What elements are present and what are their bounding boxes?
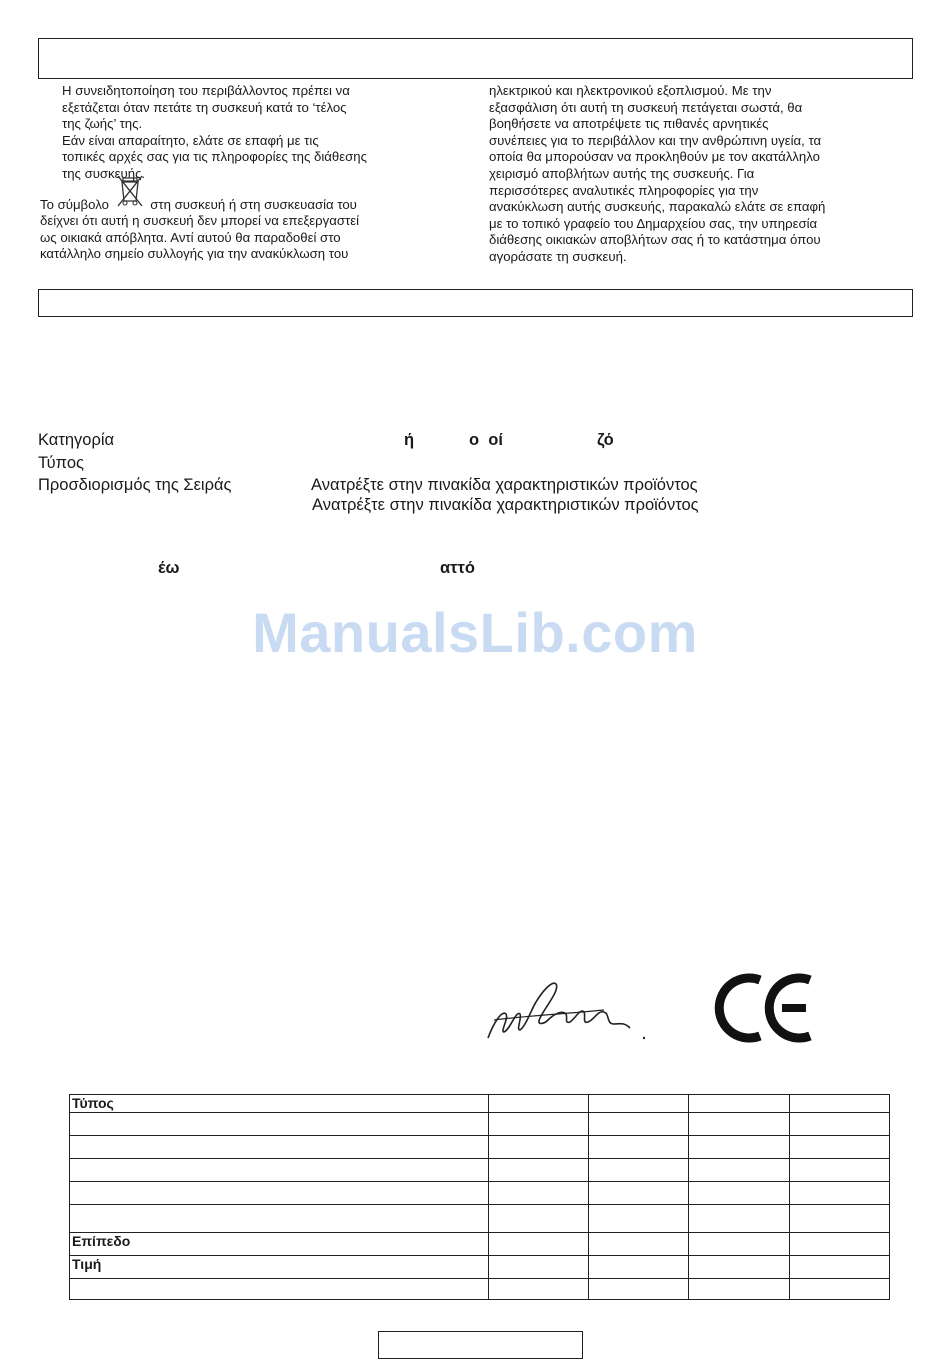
disposal-line: διάθεσης οικιακών αποβλήτων σας ή το κατάστημα όπου xyxy=(489,232,821,248)
disposal-line: βοηθήσετε να αποτρέψετε τις πιθανές αρνητικές xyxy=(489,116,769,132)
table-cell xyxy=(789,1136,889,1159)
table-cell xyxy=(689,1279,789,1300)
disposal-line: συνέπειες για το περιβάλλον και την ανθρώπινη υγεία, τα xyxy=(489,132,822,148)
table-cell: Τύπος xyxy=(70,1095,489,1113)
series-label: Προσδιορισμός της Σειράς xyxy=(38,476,232,494)
fragment-text: έω xyxy=(158,559,180,577)
table-cell xyxy=(689,1136,789,1159)
table-cell xyxy=(689,1113,789,1136)
fragment-text: αττό xyxy=(440,559,475,577)
disposal-line: εξασφάλιση ότι αυτή τη συσκευή πετάγεται σωστά, θα xyxy=(489,99,803,115)
table-cell xyxy=(488,1159,588,1182)
table-cell xyxy=(488,1233,588,1256)
category-value-part: ή xyxy=(404,431,415,449)
disposal-line: τοπικές αρχές σας για τις πληροφορίες της διάθεσης xyxy=(62,149,367,165)
disposal-line: της συσκευής. xyxy=(62,165,146,181)
table-cell xyxy=(488,1095,588,1113)
disposal-line: Εάν είναι απαραίτητο, ελάτε σε επαφή με τις xyxy=(62,132,319,148)
table-cell xyxy=(689,1182,789,1205)
disposal-right-column xyxy=(489,83,909,266)
disposal-line: εξετάζεται όταν πετάτε τη συσκευή κατά το ‘τέλος xyxy=(62,99,347,115)
table-cell xyxy=(689,1233,789,1256)
signature-mark xyxy=(484,970,654,1050)
table-cell xyxy=(588,1136,688,1159)
disposal-line: δείχνει ότι αυτή η συσκευή δεν μπορεί να επεξεργαστεί xyxy=(40,213,359,229)
refer-rating-plate: Ανατρέξτε στην πινακίδα χαρακτηριστικών προϊόντος xyxy=(311,476,698,494)
watermark: ManualsLib.com xyxy=(252,601,698,664)
disposal-intro xyxy=(40,83,480,183)
disposal-line: με το τοπικό γραφείο του Δημαρχείου σας, την υπηρεσία xyxy=(489,215,818,231)
table-cell xyxy=(488,1182,588,1205)
table-cell xyxy=(789,1233,889,1256)
type-label: Τύπος xyxy=(38,454,84,472)
table-cell xyxy=(789,1182,889,1205)
table-row xyxy=(70,1113,890,1136)
table-cell xyxy=(789,1095,889,1113)
table-cell xyxy=(488,1136,588,1159)
table-cell xyxy=(70,1279,489,1300)
table-cell xyxy=(488,1256,588,1279)
table-cell xyxy=(70,1159,489,1182)
table-cell xyxy=(789,1256,889,1279)
table-cell xyxy=(488,1205,588,1233)
category-value-part: ο οί xyxy=(469,431,503,449)
disposal-line: ως οικιακά απόβλητα. Αντί αυτού θα παραδοθεί στο xyxy=(40,229,341,245)
table-cell xyxy=(588,1205,688,1233)
table-row xyxy=(70,1205,890,1233)
table-cell xyxy=(789,1159,889,1182)
table-cell xyxy=(488,1113,588,1136)
disposal-line: χειρισμό αποβλήτων αυτής της συσκευής. Για xyxy=(489,165,755,181)
disposal-line: ηλεκτρικού και ηλεκτρονικού εξοπλισμού. Με την xyxy=(489,83,772,98)
table-cell xyxy=(70,1113,489,1136)
table-row xyxy=(70,1233,890,1256)
table-cell: Επίπεδο xyxy=(70,1233,489,1256)
table-cell xyxy=(588,1256,688,1279)
table-cell xyxy=(689,1159,789,1182)
page-number-box xyxy=(378,1331,583,1359)
disposal-line: περισσότερες αναλυτικές πληροφορίες για την xyxy=(489,182,759,198)
table-row xyxy=(70,1136,890,1159)
disposal-line: της ζωής’ της. xyxy=(62,116,143,132)
table-cell xyxy=(70,1182,489,1205)
disposal-line: αγοράσατε τη συσκευή. xyxy=(489,248,627,264)
top-header-box xyxy=(38,38,913,79)
table-cell xyxy=(588,1279,688,1300)
category-label: Κατηγορία xyxy=(38,431,115,449)
table-cell xyxy=(789,1205,889,1233)
table-row xyxy=(70,1256,890,1279)
table-cell xyxy=(588,1113,688,1136)
table-row xyxy=(70,1182,890,1205)
table-cell: Τιμή xyxy=(70,1256,489,1279)
section-header-box xyxy=(38,289,913,317)
table-row xyxy=(70,1095,890,1113)
table-cell xyxy=(689,1256,789,1279)
refer-rating-plate: Ανατρέξτε στην πινακίδα χαρακτηριστικών προϊόντος xyxy=(312,496,699,514)
disposal-line: Η συνειδητοποίηση του περιβάλλοντος πρέπει να xyxy=(62,83,350,98)
table-cell xyxy=(689,1095,789,1113)
spec-table xyxy=(69,1094,890,1300)
symbol-line-before: Το σύμβολο xyxy=(40,196,109,212)
table-cell xyxy=(70,1136,489,1159)
symbol-line xyxy=(40,193,480,214)
symbol-line-after: στη συσκευή ή στη συσκευασία του xyxy=(150,196,357,212)
category-value-part: ζό xyxy=(597,431,614,449)
disposal-line: κατάλληλο σημείο συλλογής για την ανακύκλωση του xyxy=(40,246,349,262)
disposal-left-column xyxy=(40,83,480,263)
table-row xyxy=(70,1159,890,1182)
table-cell xyxy=(588,1182,688,1205)
table-cell xyxy=(488,1279,588,1300)
table-cell xyxy=(789,1279,889,1300)
disposal-line: οποία θα μπορούσαν να προκληθούν με τον ακατάλληλο xyxy=(489,149,820,165)
crossed-wheelie-bin-icon xyxy=(113,193,147,209)
table-cell xyxy=(70,1205,489,1233)
table-cell xyxy=(689,1205,789,1233)
table-cell xyxy=(588,1095,688,1113)
table-cell xyxy=(588,1159,688,1182)
disposal-line: ανακύκλωση αυτής συσκευής, παρακαλώ ελάτε σε επαφή xyxy=(489,199,826,215)
table-cell xyxy=(588,1233,688,1256)
ce-mark-icon xyxy=(714,972,816,1044)
table-cell xyxy=(789,1113,889,1136)
table-row xyxy=(70,1279,890,1300)
